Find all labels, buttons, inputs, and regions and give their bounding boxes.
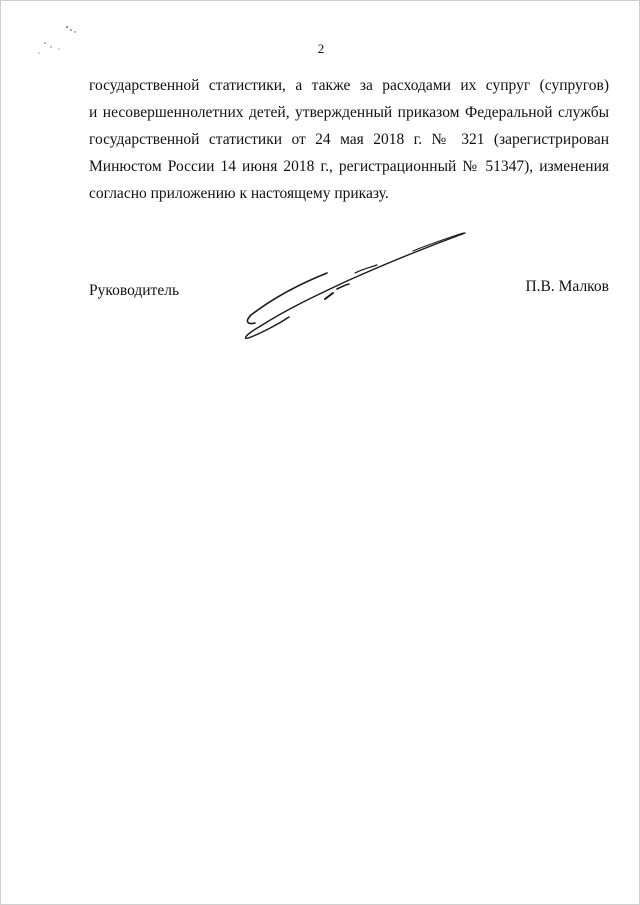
body-line: Минюстом России 14 июня 2018 г., регистрационный № 51347), изменения <box>89 158 609 175</box>
document-body-paragraph <box>89 72 609 207</box>
page-number: 2 <box>317 41 325 56</box>
signatory-position: Руководитель <box>89 282 180 299</box>
body-line: и несовершеннолетних детей, утвержденный приказом Федеральной службы <box>89 104 609 121</box>
body-line: согласно приложению к настоящему приказу. <box>89 185 389 202</box>
body-line: государственной статистики, а также за расходами их супруг (супругов) <box>89 77 609 94</box>
signatory-name: П.В. Малков <box>525 278 609 295</box>
body-line: государственной статистики от 24 мая 2018 г. № 321 (зарегистрирован <box>89 131 609 148</box>
handwritten-signature <box>237 229 473 345</box>
